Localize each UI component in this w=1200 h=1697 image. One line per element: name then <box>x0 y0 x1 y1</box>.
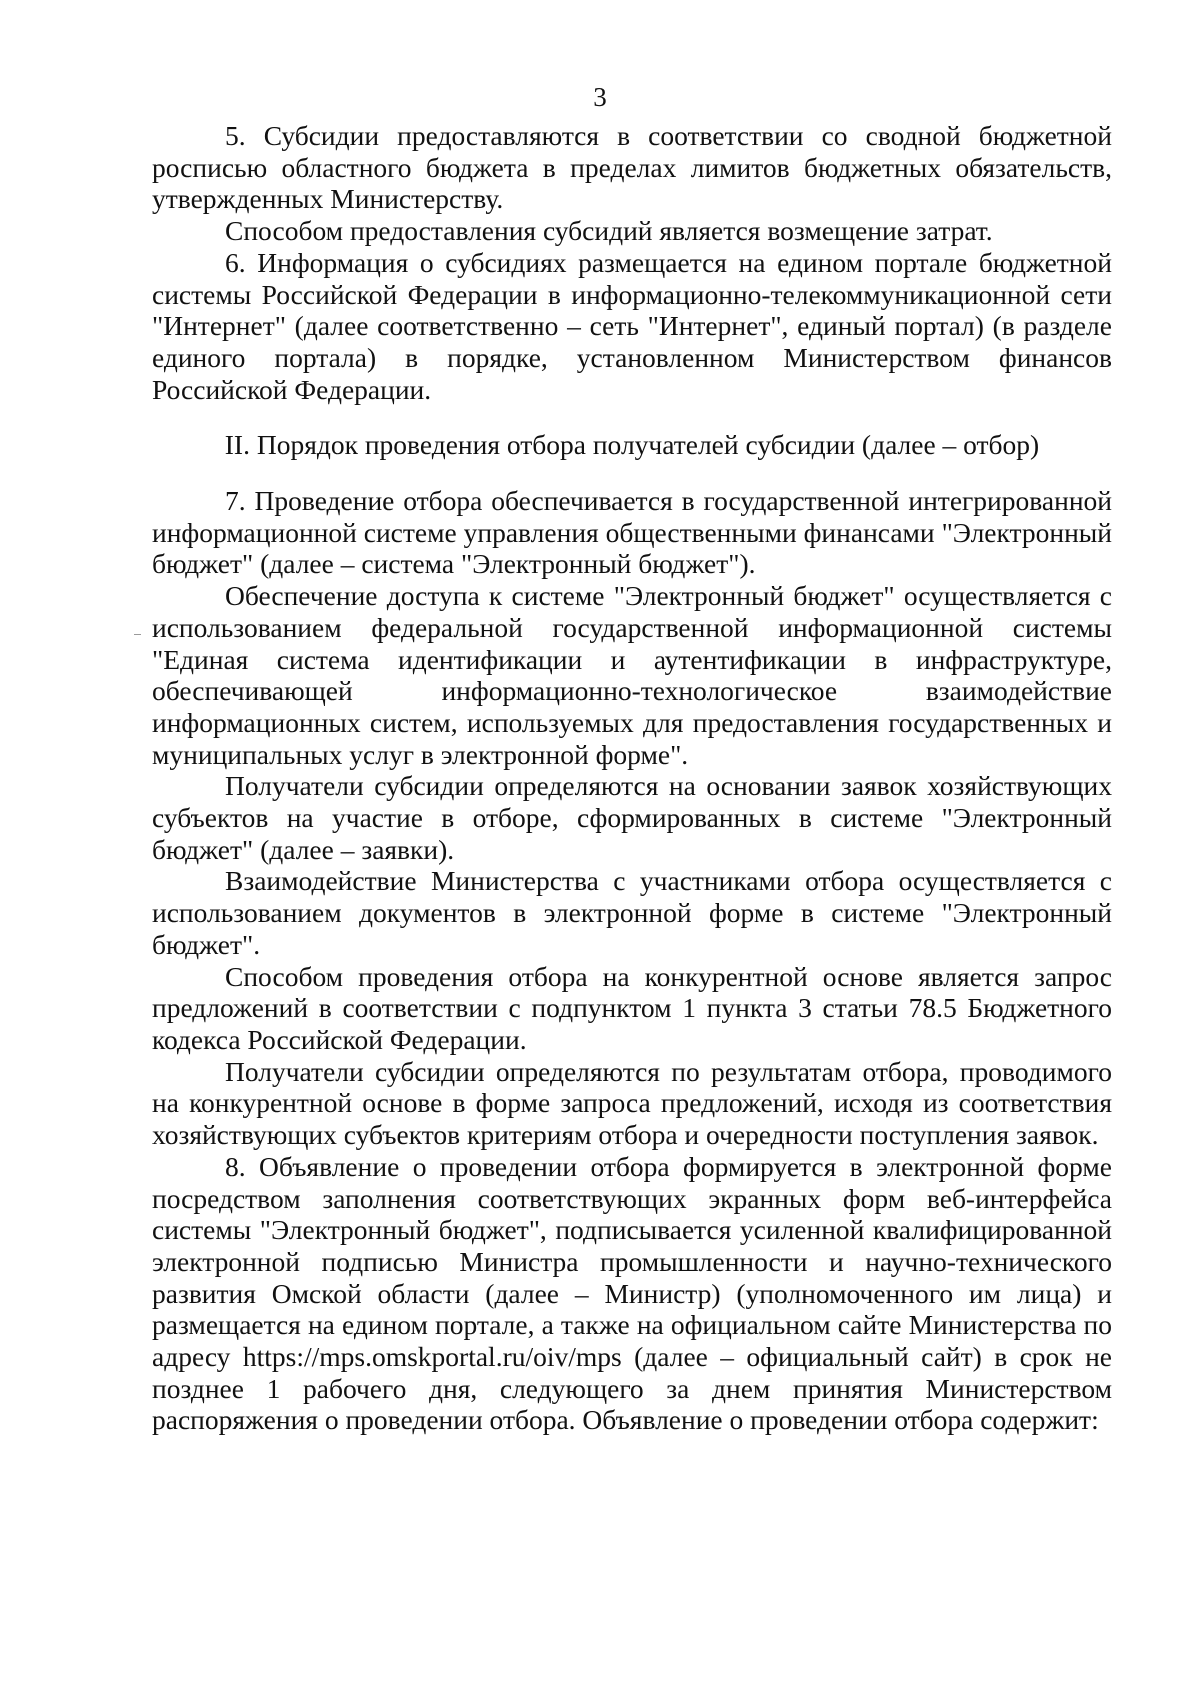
document-body <box>152 120 1112 1436</box>
margin-mark <box>134 634 141 635</box>
paragraph-6: 6. Информация о субсидиях размещается на едином портале бюджетной системы Российской Федерации в информационно-телекоммуникационной сети "Интернет" (далее соответственно – сеть "Интернет", единый портал) (в разделе единого портала) в порядке, установленном Министерством финансов Российской Федерации. <box>152 246 1112 405</box>
paragraph-5: 5. Субсидии предоставляются в соответствии со сводной бюджетной росписью областного бюджета в пределах лимитов бюджетных обязательств, утвержденных Министерству. <box>152 120 1112 215</box>
paragraph-7-results: Получатели субсидии определяются по результатам отбора, проводимого на конкурентной основе в форме запроса предложений, исходя из соответствия хозяйствующих субъектов критериям отбора и очередности поступления заявок. <box>152 1055 1112 1151</box>
paragraph-7-interaction: Взаимодействие Министерства с участниками отбора осуществляется с использованием документов в электронной форме в системе "Электронный бюджет". <box>152 865 1112 960</box>
paragraph-8: 8. Объявление о проведении отбора формируется в электронной форме посредством заполнения соответствующих экранных форм веб-интерфейса системы "Электронный бюджет", подписывается усиленной квалифицированной электронной подписью Министра промышленности и научно-технического развития Омской области (далее – Министр) (уполномоченного им лица) и размещается на едином портале, а также на официальном сайте Министерства по адресу https://mps.omskportal.ru/oiv/mps (далее – официальный сайт) в срок не позднее 1 рабочего дня, следующего за днем принятия Министерством распоряжения о проведении отбора. Объявление о проведении отбора содержит: <box>152 1150 1112 1436</box>
page-number: 3 <box>593 82 607 112</box>
paragraph-7-method: Способом проведения отбора на конкурентной основе является запрос предложений в соответствии с подпунктом 1 пункта 3 статьи 78.5 Бюджетного кодекса Российской Федерации. <box>152 960 1112 1055</box>
paragraph-7-recipients: Получатели субсидии определяются на основании заявок хозяйствующих субъектов на участие в отборе, сформированных в системе "Электронный бюджет" (далее – заявки). <box>152 770 1112 865</box>
section-heading: II. Порядок проведения отбора получателей субсидии (далее – отбор) <box>224 429 1040 461</box>
paragraph-5-method: Способом предоставления субсидий является возмещение затрат. <box>225 215 993 247</box>
paragraph-7-access: Обеспечение доступа к системе "Электронный бюджет" осуществляется с использованием федеральной государственной информационной системы "Единая система идентификации и аутентификации в инфраструктуре, обеспечивающей информационно-технологическое взаимодействие информационных систем, используемых для предоставления государственных и муниципальных услуг в электронной форме". <box>152 580 1112 770</box>
paragraph-7: 7. Проведение отбора обеспечивается в государственной интегрированной информационной системе управления общественными финансами "Электронный бюджет" (далее – система "Электронный бюджет"). <box>152 485 1112 580</box>
